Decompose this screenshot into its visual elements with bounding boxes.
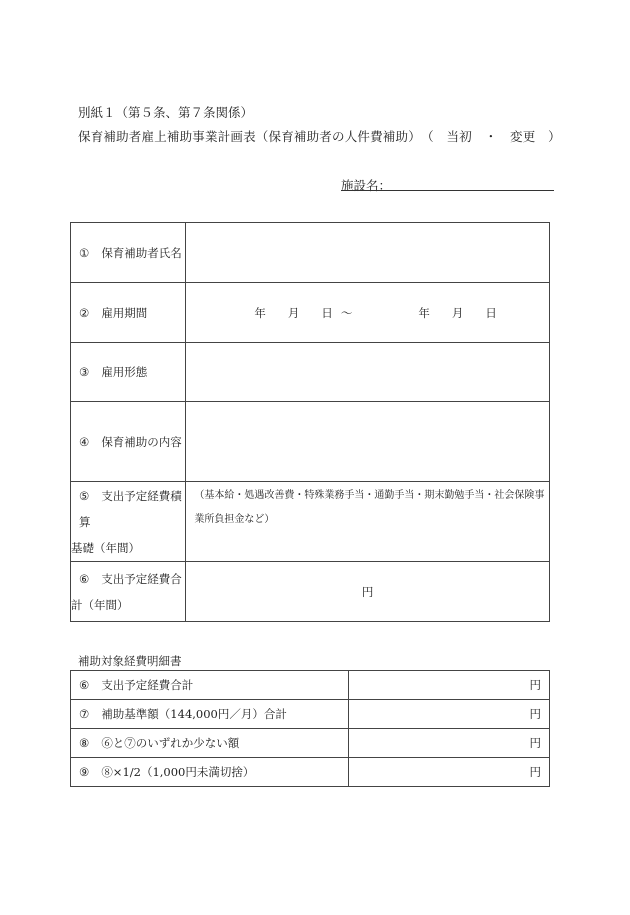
label-cell xyxy=(71,283,186,343)
row-label: 保育補助者氏名 xyxy=(101,245,182,260)
breakdown-row xyxy=(71,729,550,758)
breakdown-row xyxy=(71,758,550,787)
period-separator: ～ xyxy=(340,305,353,320)
row-label: ⑧×1/2（1,000円未満切捨） xyxy=(101,765,255,779)
row-assistant-name xyxy=(71,223,550,283)
row-label: ⑥と⑦のいずれか少ない額 xyxy=(101,736,240,750)
row-expense-total xyxy=(71,562,550,622)
row-label: 雇用形態 xyxy=(101,365,148,379)
start-month-unit: 月 xyxy=(287,305,300,320)
row-number: ⑧ xyxy=(79,736,90,750)
row-label: 補助基準額（144,000円／月）合計 xyxy=(101,707,287,721)
row-assistance-content xyxy=(71,402,550,482)
start-year-unit: 年 xyxy=(254,305,266,320)
breakdown-row xyxy=(71,700,550,729)
row-label: 支出予定経費合計 xyxy=(101,678,194,692)
employment-type-field[interactable] xyxy=(186,343,550,402)
row-label-line1: 支出予定経費合 xyxy=(101,571,182,586)
label-cell xyxy=(71,223,186,283)
document-title: 保育補助者雇上補助事業計画表（保育補助者の人件費補助） （ 当初 ・ 変更 ） xyxy=(78,129,561,144)
employment-period-field[interactable] xyxy=(186,283,550,343)
row-number: ⑦ xyxy=(79,707,90,721)
yen-unit: 円 xyxy=(529,736,541,750)
row-number: ⑨ xyxy=(79,765,90,779)
row-label-line2: 基礎（年間） xyxy=(71,540,140,555)
expense-total-field[interactable] xyxy=(186,562,550,622)
assistance-content-field[interactable] xyxy=(186,402,550,482)
label-cell xyxy=(71,343,186,402)
breakdown-amount-field[interactable] xyxy=(349,671,550,700)
facility-name-label: 施設名： xyxy=(341,178,392,193)
breakdown-amount-field[interactable] xyxy=(349,758,550,787)
form-reference: 別紙１（第５条、第７条関係） xyxy=(78,105,254,120)
row-number: ⑤ xyxy=(79,488,90,503)
row-number: ② xyxy=(79,305,90,320)
breakdown-title: 補助対象経費明細書 xyxy=(78,654,182,668)
assistant-name-field[interactable] xyxy=(186,223,550,283)
label-cell xyxy=(71,482,186,562)
end-day-unit: 日 xyxy=(485,305,497,320)
breakdown-row xyxy=(71,671,550,700)
label-cell xyxy=(71,402,186,482)
expense-basis-field[interactable] xyxy=(186,482,550,562)
end-month-unit: 月 xyxy=(451,305,464,320)
breakdown-label-cell xyxy=(71,671,349,700)
row-expense-basis xyxy=(71,482,550,562)
row-label: 雇用期間 xyxy=(101,305,148,320)
row-label-line1: 支出予定経費積算 xyxy=(79,488,182,529)
row-number: ① xyxy=(79,245,90,260)
breakdown-amount-field[interactable] xyxy=(349,700,550,729)
breakdown-table xyxy=(70,670,550,787)
yen-unit: 円 xyxy=(361,584,374,599)
row-label: 保育補助の内容 xyxy=(101,434,182,449)
end-year-unit: 年 xyxy=(418,305,430,320)
row-number: ④ xyxy=(79,434,90,449)
row-employment-period xyxy=(71,283,550,343)
yen-unit: 円 xyxy=(529,707,541,721)
row-number: ⑥ xyxy=(79,571,90,586)
row-number: ③ xyxy=(79,365,90,379)
row-label-line2: 計（年間） xyxy=(71,597,129,612)
facility-name-field[interactable] xyxy=(341,190,554,191)
breakdown-amount-field[interactable] xyxy=(349,729,550,758)
expense-basis-note: （基本給・処遇改善費・特殊業務手当・通勤手当・期末勤勉手当・社会保険事業所負担金など） xyxy=(194,490,545,525)
yen-unit: 円 xyxy=(529,765,541,779)
label-cell xyxy=(71,562,186,622)
plan-table xyxy=(70,222,550,622)
row-number: ⑥ xyxy=(79,678,90,692)
breakdown-label-cell xyxy=(71,700,349,729)
start-day-unit: 日 xyxy=(321,305,333,320)
row-employment-type xyxy=(71,343,550,402)
breakdown-label-cell xyxy=(71,758,349,787)
breakdown-label-cell xyxy=(71,729,349,758)
yen-unit: 円 xyxy=(529,678,541,692)
